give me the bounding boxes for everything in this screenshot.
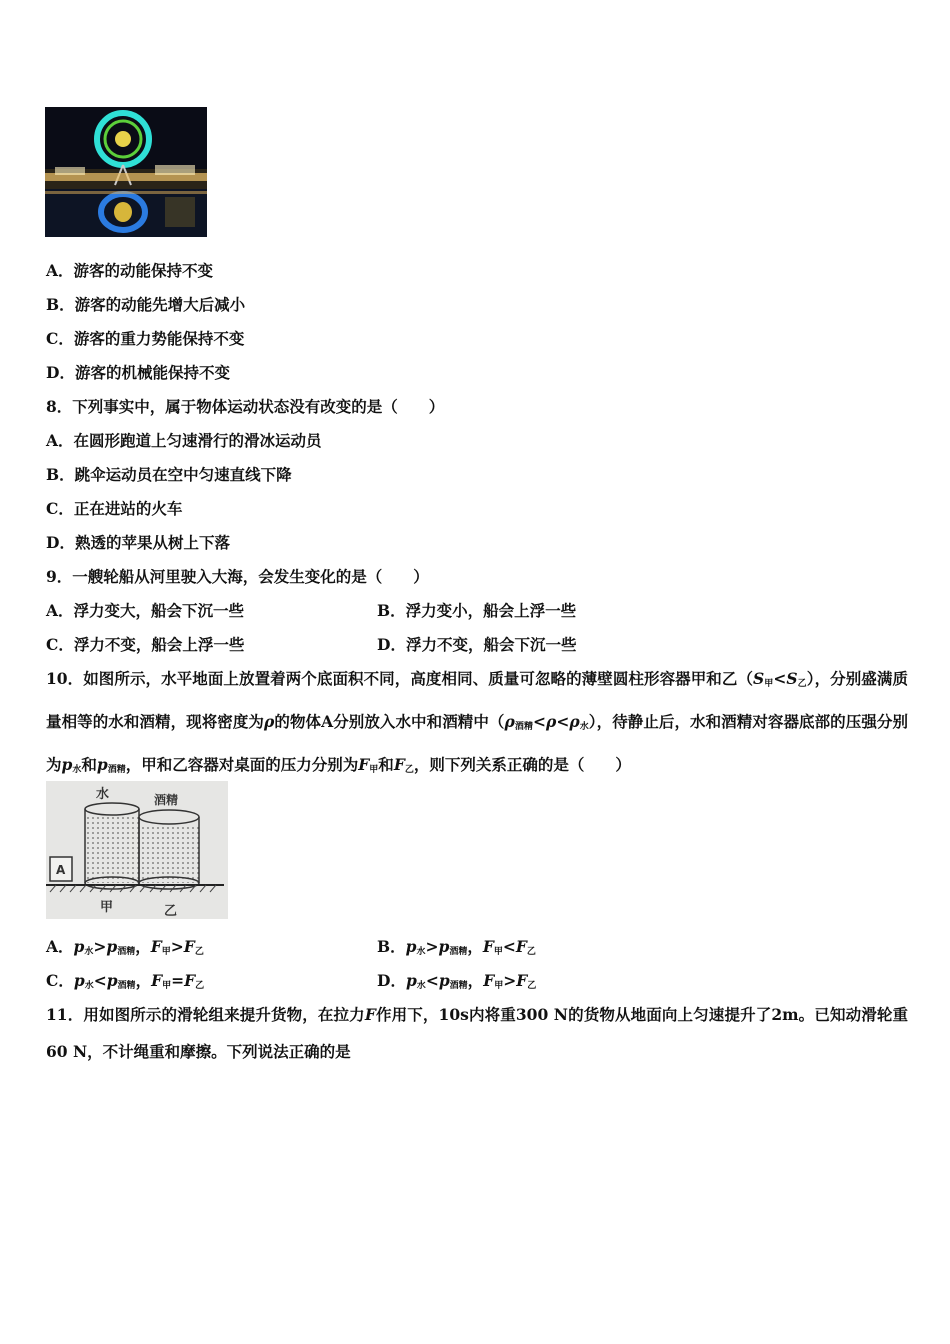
q9-option-b: B．浮力变小，船会上浮一些: [377, 601, 577, 620]
q8-option-c: C．正在进站的火车: [46, 499, 183, 518]
ferris-wheel-photo: [45, 107, 207, 237]
containers-figure: [46, 781, 228, 919]
label-alcohol: 酒精: [154, 793, 179, 807]
q10-option-d: D．$p_水<p_{酒精}$，$F_甲>F_乙$: [377, 971, 537, 991]
q8-option-b: B．跳伞运动员在空中匀速直线下降: [46, 465, 292, 484]
label-yi: 乙: [164, 904, 178, 919]
label-block-a: A: [56, 863, 66, 877]
q9-option-c: C．浮力不变，船会上浮一些: [46, 635, 245, 654]
q9-stem: 9．一艘轮船从河里驶入大海，会发生变化的是（ ）: [46, 567, 429, 586]
q8-option-d: D．熟透的苹果从树上下落: [46, 533, 230, 552]
ferris-wheel-image: [45, 107, 207, 237]
label-jia: 甲: [100, 900, 114, 915]
q10-option-c: C．$p_水<p_{酒精}$，$F_甲=F_乙$: [46, 971, 205, 991]
q8-stem: 8．下列事实中，属于物体运动状态没有改变的是（ ）: [46, 397, 445, 416]
q10-option-a: A．$p_水>p_{酒精}$，$F_甲>F_乙$: [46, 937, 204, 957]
q10-option-b: B．$p_水>p_{酒精}$，$F_甲<F_乙$: [377, 937, 536, 957]
q7-option-d: D．游客的机械能保持不变: [46, 363, 230, 382]
q10-stem: 10．如图所示，水平地面上放置着两个底面积不同，高度相同、质量可忽略的薄壁圆柱形容器甲和乙$(S_甲<S_乙)$，分别盛满质量相等的水和酒精，现将密度为ρ的物体A分别放入水中和酒精中$(\rho_{酒精}<\rho<\rho_水)$，待静止后，水和酒精对容器底部的压强分别为$p_水$和$p_{酒精}$，甲和乙容器对桌面的压力分别为$F_甲$和$F_乙$，则下列关系正确的是（ ）: [46, 669, 908, 775]
q7-option-b: B．游客的动能先增大后减小: [46, 295, 246, 314]
q9-option-a: A．浮力变大，船会下沉一些: [46, 601, 245, 620]
q9-option-d: D．浮力不变，船会下沉一些: [377, 635, 577, 654]
q11-stem: 11．用如图所示的滑轮组来提升货物，在拉力F作用下，10s内将重300 N的货物从地面向上匀速提升了2m。已知动滑轮重60 N，不计绳重和摩擦。下列说法正确的是: [46, 1005, 909, 1061]
containers-diagram: [46, 781, 228, 919]
q7-option-a: A．游客的动能保持不变: [46, 261, 214, 280]
q7-option-c: C．游客的重力势能保持不变: [46, 329, 245, 348]
label-water: 水: [96, 787, 110, 802]
q8-option-a: A．在圆形跑道上匀速滑行的滑冰运动员: [46, 431, 322, 450]
